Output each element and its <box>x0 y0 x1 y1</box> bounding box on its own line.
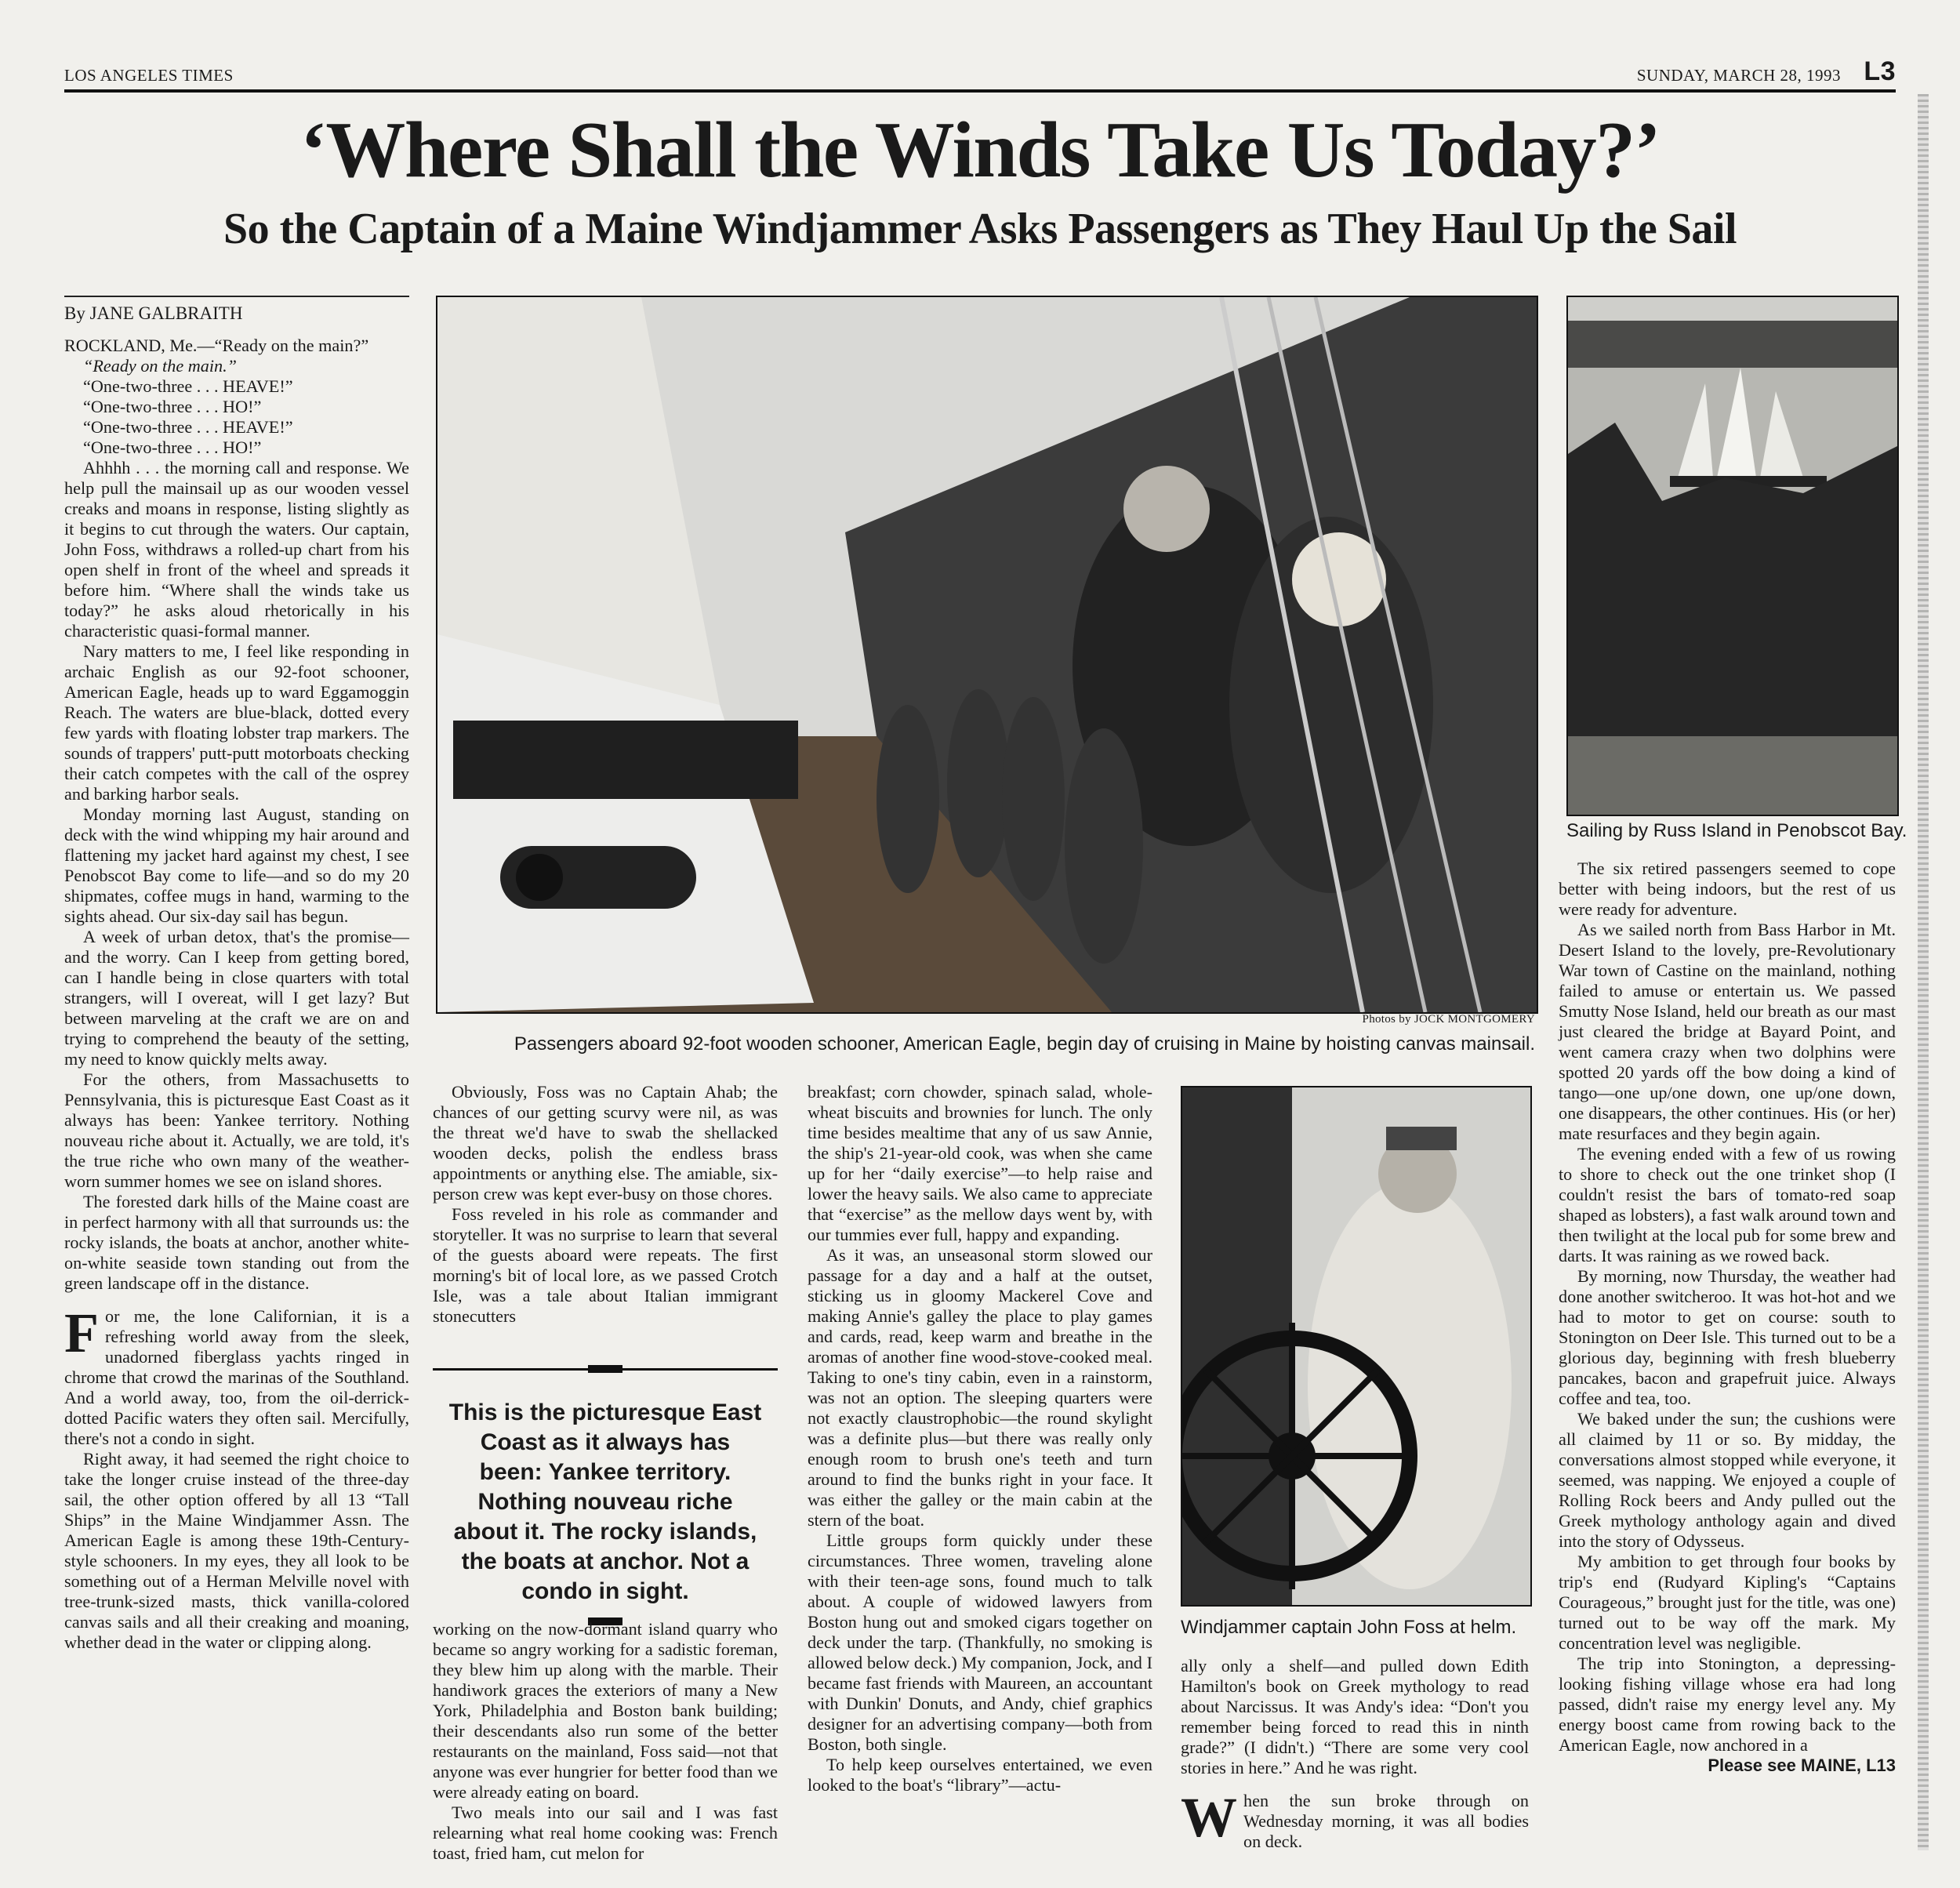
newspaper-name: LOS ANGELES TIMES <box>64 66 234 85</box>
paragraph: The forested dark hills of the Maine coast are in perfect harmony with all that surrounds us: the rocky islands, the boats at anchor, another white-on-white seaside town standing out from the green landscape off in the distance. <box>64 1192 409 1293</box>
paragraph: We baked under the sun; the cushions were all claimed by 11 or so. By midday, the conversations almost stopped while everyone, it seemed, was napping. We enjoyed a couple of Rolling Rock beers and Andy pulled out the Greek mythology anthology again and dived into the story of Odysseus. <box>1559 1409 1896 1551</box>
paragraph: Obviously, Foss was no Captain Ahab; the chances of our getting scurvy were nil, as was the threat we'd have to swab the shellacked wooden decks, polish the endless brass appointments or anything else. The amiable, six-person crew was kept ever-busy on those chores. <box>433 1082 778 1204</box>
subheadline: So the Captain of a Maine Windjammer Asks Passengers as They Haul Up the Sail <box>223 205 1737 253</box>
paragraph: A week of urban detox, that's the promise—and the worry. Can I keep from getting bored, can I handle being in close quarters with total strangers, will I overeat, will I get lazy? But between marveling at the craft we are on and trying to comprehend the beauty of the setting, my need to know quickly melts away. <box>64 927 409 1069</box>
paragraph: Right away, it had seemed the right choice to take the longer cruise instead of the three-day sail, the other option offered by all 13 “Tall Ships” in the Maine Windjammer Assn. The American Eagle is among these 19th-Century-style schooners. In my eyes, they all look to be something out of a Herman Melville novel with tree-trunk-sized masts, thick vanilla-colored canvas sails and all their creaking and moaning, whether dead in the water or clipping along. <box>64 1449 409 1652</box>
paragraph: For the others, from Massachusetts to Pennsylvania, this is picturesque East Coast as it always has been: Yankee territory. Nothing nouveau riche about it. Actually, we are told, it's the true riche who own many of the weather-worn summer homes we see on island shores. <box>64 1069 409 1191</box>
paragraph: Monday morning last August, standing on deck with the wind whipping my hair around and flattening my jacket hard against my chest, I see Penobscot Bay come to life—and so do my 20 shipmates, coffee mugs in hand, warming to the sights ahead. Our six-day sail has begun. <box>64 804 409 926</box>
paragraph: breakfast; corn chowder, spinach salad, whole-wheat biscuits and brownies for lunch. The only time besides mealtime that any of us saw Annie, the ship's 21-year-old cook, was when she came up for her “daily exercise”—to help raise and lower the heavy sails. We also came to appreciate that “exercise” as the mellow days went by, with our tummies ever full, happy and expanding. <box>808 1082 1152 1244</box>
main-photo-caption: Passengers aboard 92-foot wooden schooner, American Eagle, begin day of cruising in Maine by hoisting canvas mainsail. <box>514 1033 1535 1055</box>
photo-credit: Photos by JOCK MONTGOMERY <box>1362 1013 1535 1026</box>
page-number: L3 <box>1864 56 1896 86</box>
paragraph: By morning, now Thursday, the weather had done another switcheroo. It was hot-hot and we had to motor to get on course: south to Stonington on Deer Isle. This turned out to be a glorious day, beginning with fresh blueberry pancakes, bacon and grapefruit juice. Always coffee and tea, too. <box>1559 1266 1896 1408</box>
pull-quote-rule-mark <box>588 1365 622 1373</box>
paragraph: As it was, an unseasonal storm slowed our passage for a day and a half at the outset, sticking us in gloomy Mackerel Cove and making Annie's galley the place to play games and cards, read, keep warm and breathe in the aromas of another fine wood-stove-cooked meal. Taking to one's tiny cabin, even in a rainstorm, was not an option. The sleeping quarters were not exactly claustrophobic—the round skylight was a definite plus—but there was really only enough room to brush one's teeth and turn around to find the bunks right in your face. It was either the galley or the main cabin at the stern of the boat. <box>808 1245 1152 1530</box>
paragraph: For me, the lone Californian, it is a refreshing world away from the sleek, unadorned fiberglass yachts ringed in chrome that crowd the marinas of the Southland. And a world away, too, from the oil-derrick-dotted Pacific waters they often sail. Mercifully, there's not a condo in sight. <box>64 1302 409 1448</box>
paragraph: Foss reveled in his role as commander and storyteller. It was no surprise to learn that several of the guests aboard were repeats. The first morning's bit of local lore, as we passed Crotch Isle, was a tale about Italian immigrant stonecutters <box>433 1204 778 1326</box>
paragraph: ROCKLAND, Me.—“Ready on the main?” <box>64 336 369 355</box>
byline: By JANE GALBRAITH <box>64 296 409 324</box>
article-column-1 <box>64 336 409 1653</box>
pull-quote-text: This is the picturesque East Coast as it always has been: Yankee territory. Nothing nouveau riche about it. The rocky islands, the boats at anchor. Not a condo in sight. <box>448 1400 762 1604</box>
paragraph: To help keep ourselves entertained, we even looked to the boat's “library”—actu- <box>808 1755 1152 1795</box>
paragraph: The six retired passengers seemed to cope better with being indoors, but the rest of us were ready for adventure. <box>1559 859 1896 919</box>
paragraph: “One-two-three . . . HEAVE!” <box>83 376 293 396</box>
article-column-3 <box>808 1082 1152 1795</box>
issue-date: SUNDAY, MARCH 28, 1993 <box>1636 66 1841 85</box>
paragraph: Ahhhh . . . the morning call and response. We help pull the mainsail up as our wooden vessel creaks and moans in response, listing slightly as it begins to cut through the waters. Our captain, John Foss, withdraws a rolled-up chart from his open shelf in front of the wheel and spreads it before him. “Where shall the winds take us today?” he asks aloud rhetorically in his characteristic quasi-formal manner. <box>64 458 409 641</box>
paragraph: ally only a shelf—and pulled down Edith Hamilton's book on Greek mythology to read about Narcissus. It was Andy's idea: “Don't you remember being forced to read this in ninth grade?” (I didn't.) “There are some very cool stories in here.” And he was right. <box>1181 1656 1529 1777</box>
headline: ‘Where Shall the Winds Take Us Today?’ <box>299 106 1661 194</box>
masthead <box>64 56 1896 93</box>
schooner-photo-russ-island <box>1566 296 1899 816</box>
article-column-5 <box>1559 859 1896 1776</box>
russ-island-photo-caption: Sailing by Russ Island in Penobscot Bay. <box>1566 820 1907 841</box>
drop-cap: W <box>1181 1786 1237 1849</box>
paragraph: Little groups form quickly under these circumstances. Three women, traveling alone with their teen-age sons, found much to talk about. A couple of widowed lawyers from Boston hung out and smoked cigars together on deck under the tarp. (Thankfully, no smoking is allowed below deck.) My companion, Jock, and I became fast friends with Maureen, an accountant with Dunkin' Donuts, and Andy, chief graphics designer for an advertising company—both from Boston, both single. <box>808 1530 1152 1754</box>
main-photo-passengers-hoisting-sail <box>436 296 1538 1014</box>
masthead-rule <box>64 89 1896 93</box>
paragraph: “One-two-three . . . HEAVE!” <box>83 417 293 437</box>
page-edge-scan-artifact <box>1918 94 1929 1850</box>
paragraph: “Ready on the main.” <box>83 356 237 376</box>
paragraph: Two meals into our sail and I was fast relearning what real home cooking was: French toast, fried ham, cut melon for <box>433 1803 778 1863</box>
pull-quote <box>433 1368 778 1606</box>
article-column-4 <box>1181 1656 1529 1852</box>
paragraph: My ambition to get through four books by trip's end (Rudyard Kipling's “Captains Courageous,” brought just for the title, was one) turned out to be way off the mark. My concentration level was negligible. <box>1559 1552 1896 1653</box>
article-column-2 <box>433 1082 778 1327</box>
continued-on-page-link[interactable]: Please see MAINE, L13 <box>1708 1755 1896 1775</box>
paragraph: The evening ended with a few of us rowing to shore to check out the one trinket shop (I couldn't resist the bars of tomato-red soap shaped as lobsters), a fast walk around town and then twilight at the local pub for some brew and darts. It was raining as we rowed back. <box>1559 1144 1896 1265</box>
paragraph: Nary matters to me, I feel like responding in archaic English as our 92-foot schooner, American Eagle, heads up to ward Eggamoggin Reach. The waters are blue-black, dotted every few yards with floating lobster trap markers. The sounds of trappers' putt-putt motorboats checking their catch competes with the call of the osprey and barking harbor seals. <box>64 641 409 804</box>
paragraph: When the sun broke through on Wednesday morning, it was all bodies on deck. <box>1181 1786 1529 1851</box>
paragraph: “One-two-three . . . HO!” <box>83 438 262 457</box>
paragraph: working on the now-dormant island quarry who became so angry working for a sadistic foreman, they blew him up along with the marble. Their handiwork graces the exteriors of many a New York, Philadelphia and Boston bank building; their descendants also run some of the better restaurants on the mainland, Foss said—not that anyone was ever hungrier for better food than we were already eating on board. <box>433 1619 778 1802</box>
drop-cap: F <box>64 1302 99 1364</box>
article-column-2-continued <box>433 1619 778 1864</box>
helm-photo-caption: Windjammer captain John Foss at helm. <box>1181 1617 1517 1638</box>
paragraph: As we sailed north from Bass Harbor in Mt. Desert Island to the lovely, pre-Revolutionary War town of Castine on the mainland, nothing failed to amuse or entertain us. We passed Smutty Nose Island, held our breath as our mast just cleared the bridge at Bayard Point, and went camera crazy when two dolphins were spotted 20 yards off the bow doing a kind of tango—one up/one down, one up/one down, one disappears, the other continues. His (or her) mate resurfaces and they begin again. <box>1559 920 1896 1143</box>
helm-photo-captain-john-foss <box>1181 1086 1532 1607</box>
paragraph: “One-two-three . . . HO!” <box>83 397 262 416</box>
paragraph: The trip into Stonington, a depressing-looking fishing village whose era had long passed, didn't raise my energy level any. My energy boost came from rowing back to the American Eagle, now anchored in a <box>1559 1654 1896 1755</box>
